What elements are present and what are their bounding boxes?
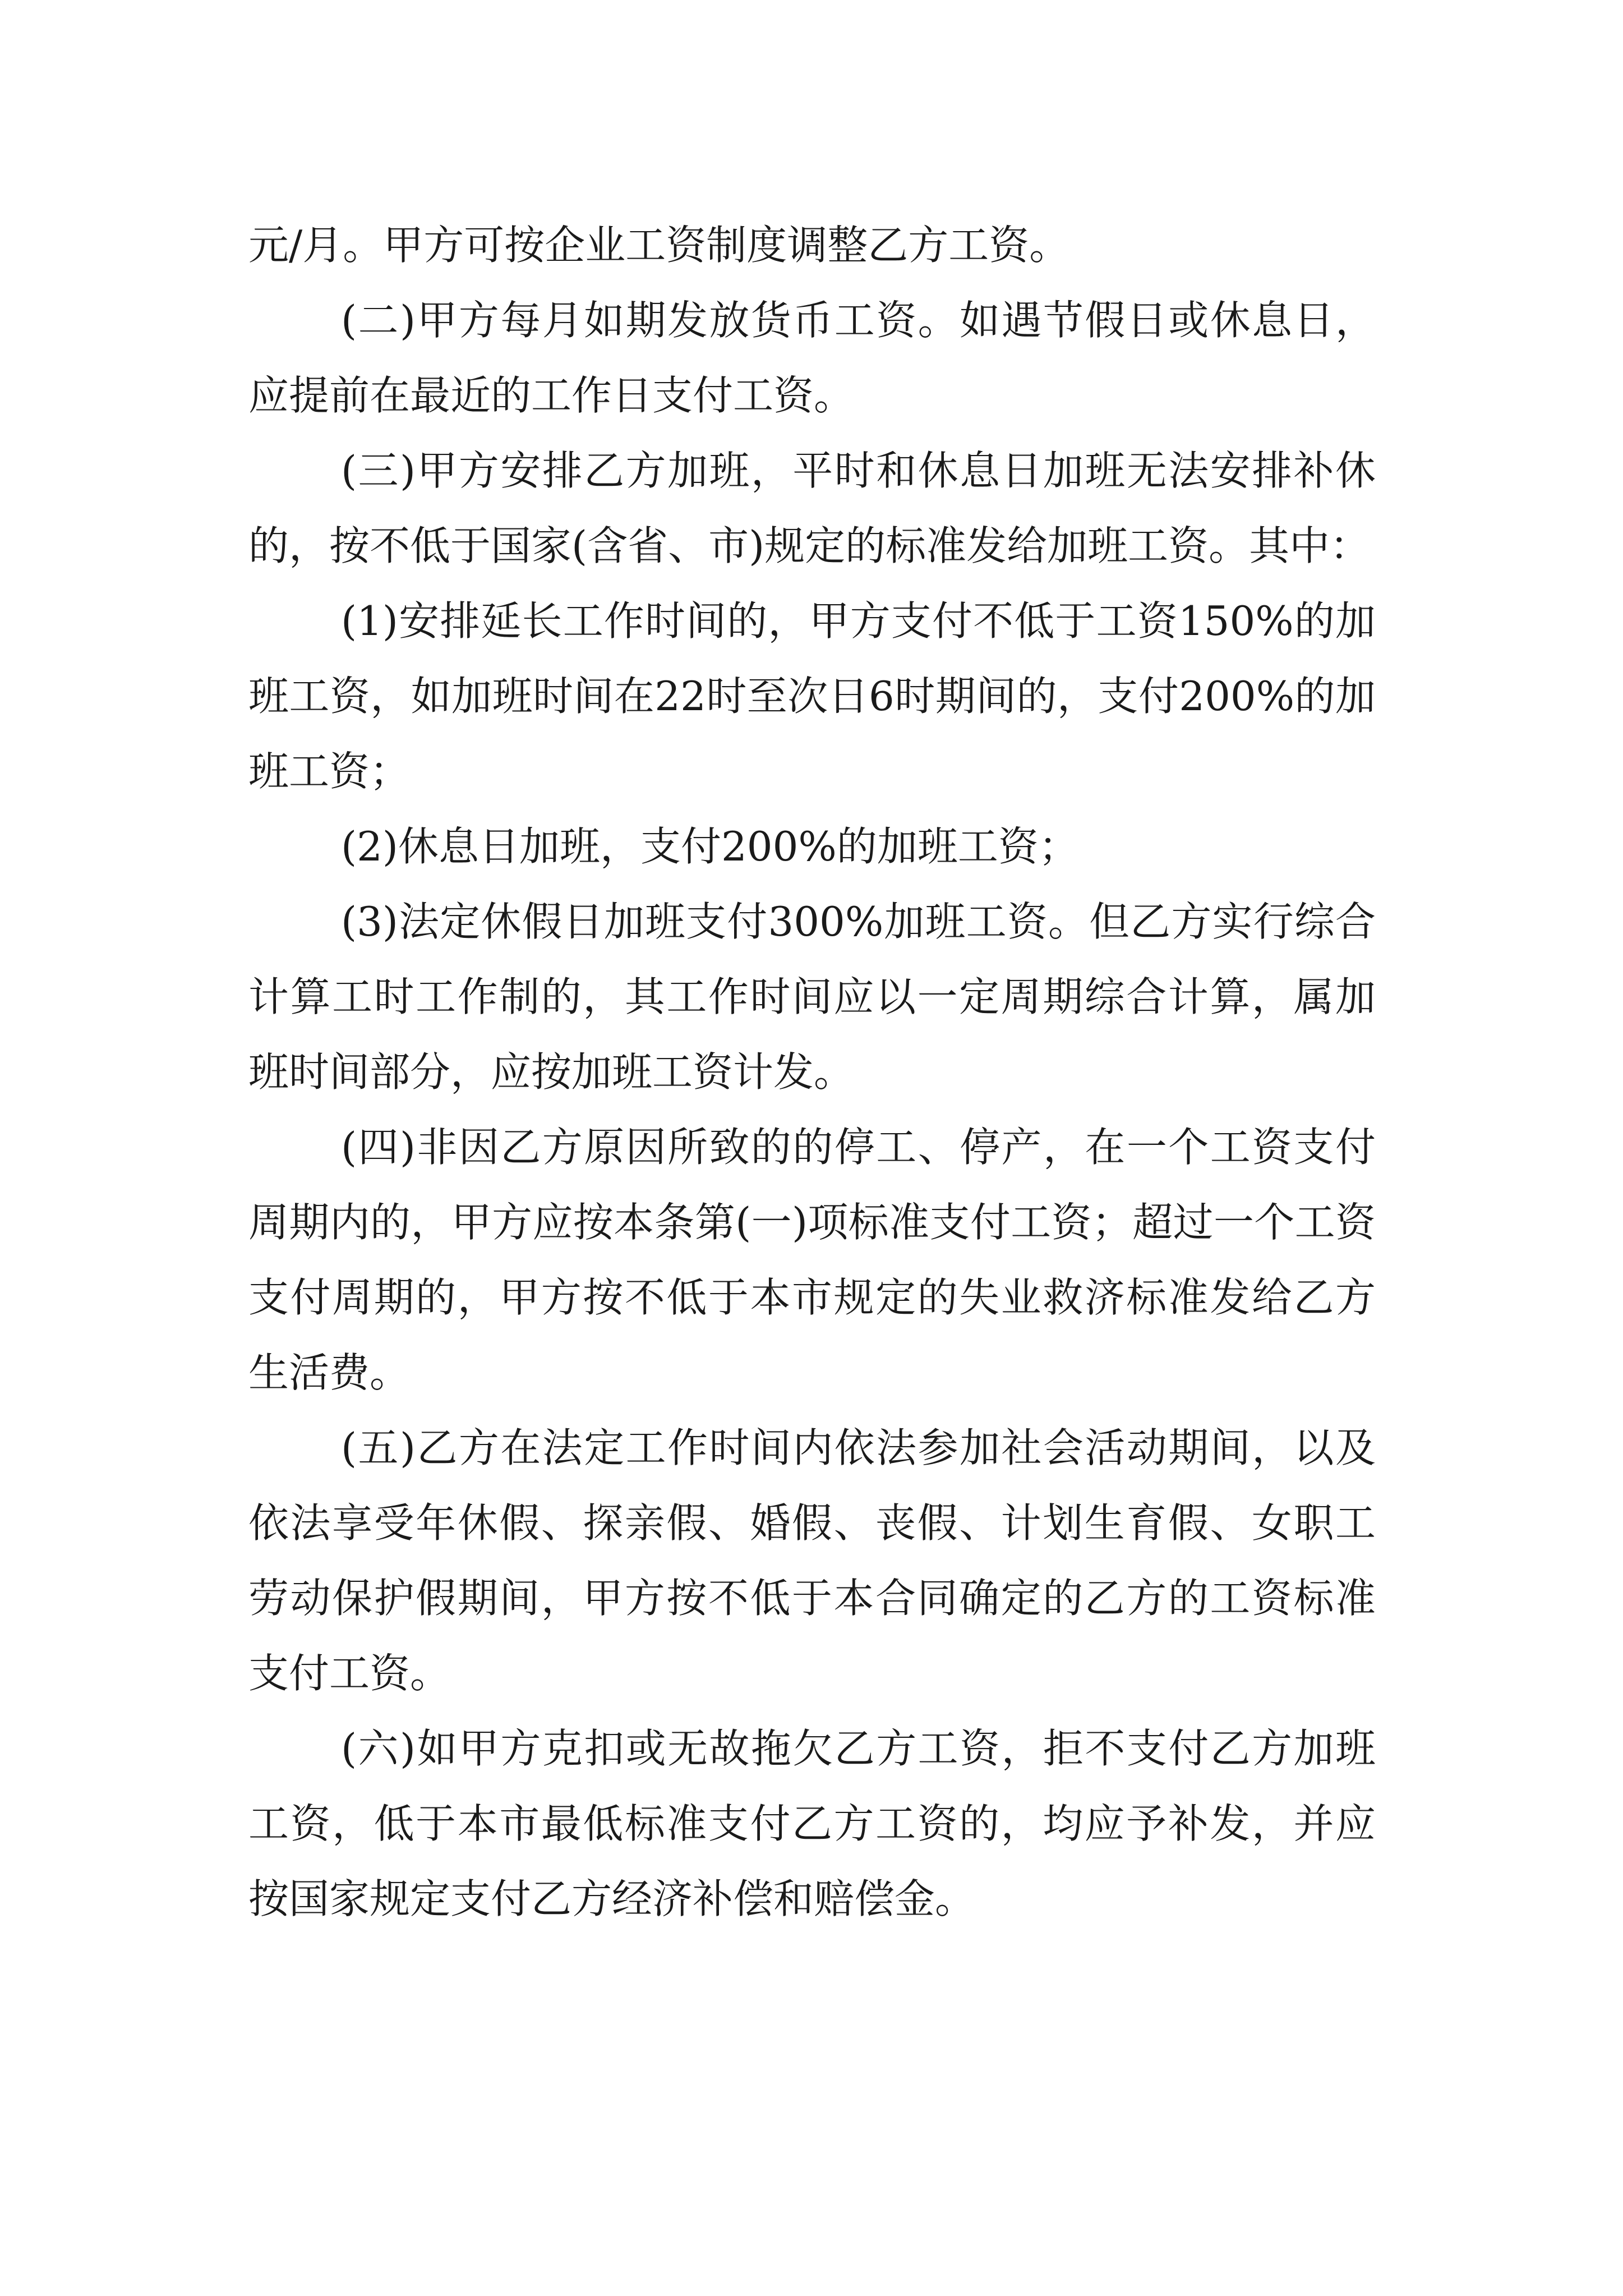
paragraph-clause-4: (四)非因乙方原因所致的的停工、停产，在一个工资支付周期内的，甲方应按本条第(一)项标准支付工资；超过一个工资支付周期的，甲方按不低于本市规定的失业救济标准发给乙方生活费。 bbox=[248, 1124, 1376, 1396]
paragraph-clause-3: (三)甲方安排乙方加班，平时和休息日加班无法安排补休的，按不低于国家(含省、市)规定的标准发给加班工资。其中： bbox=[248, 447, 1376, 569]
paragraph-clause-6: (六)如甲方克扣或无故拖欠乙方工资，拒不支付乙方加班工资，低于本市最低标准支付乙方工资的，均应予补发，并应按国家规定支付乙方经济补偿和赔偿金。 bbox=[248, 1725, 1376, 1922]
paragraph-clause-5: (五)乙方在法定工作时间内依法参加社会活动期间，以及依法享受年休假、探亲假、婚假、丧假、计划生育假、女职工劳动保护假期间，甲方按不低于本合同确定的乙方的工资标准支付工资。 bbox=[248, 1424, 1376, 1697]
paragraph-item-3: (3)法定休假日加班支付300%加班工资。但乙方实行综合计算工时工作制的，其工作时间应以一定周期综合计算，属加班时间部分，应按加班工资计发。 bbox=[248, 898, 1376, 1096]
paragraph-continuation: 元/月。甲方可按企业工资制度调整乙方工资。 bbox=[248, 222, 1070, 269]
document-body bbox=[248, 208, 1376, 1936]
paragraph-item-1: (1)安排延长工作时间的，甲方支付不低于工资150%的加班工资，如加班时间在22时至次日6时期间的，支付200%的加班工资； bbox=[248, 597, 1376, 795]
paragraph-item-2: (2)休息日加班，支付200%的加班工资； bbox=[341, 823, 1079, 870]
paragraph-clause-2: (二)甲方每月如期发放货币工资。如遇节假日或休息日，应提前在最近的工作日支付工资。 bbox=[248, 297, 1376, 419]
